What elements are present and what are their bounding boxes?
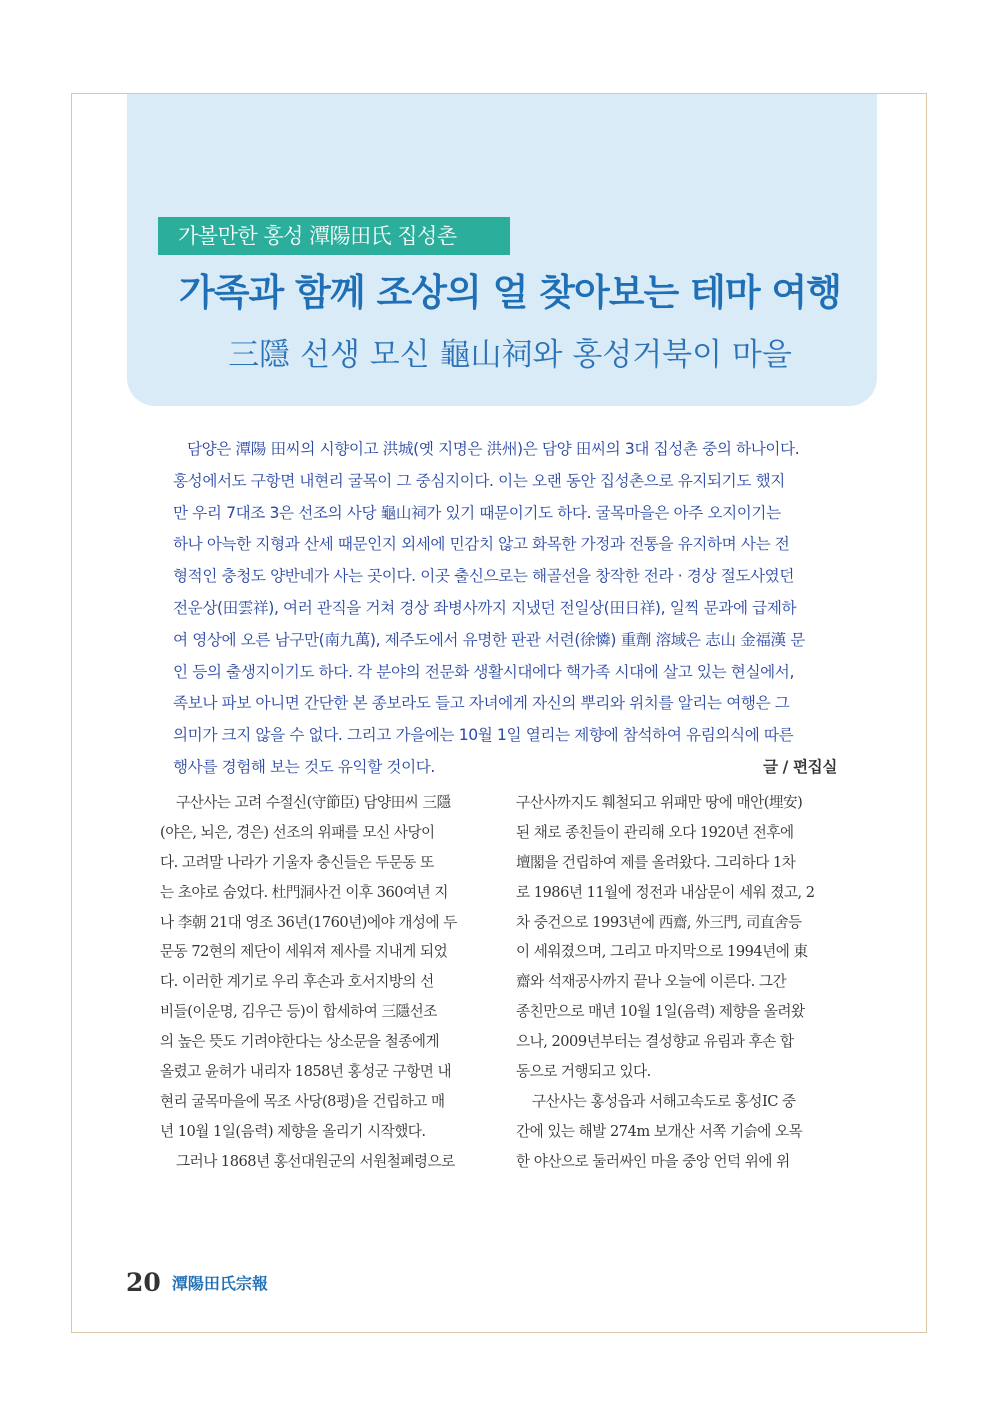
body-line: 으나, 2009년부터는 결성향교 유림과 후손 합 — [516, 1033, 794, 1051]
body-line: 차 중건으로 1993년에 西齋, 外三門, 司直舍등 — [516, 913, 802, 931]
body-line: 간에 있는 해발 274m 보개산 서쪽 기슭에 오목 — [516, 1122, 803, 1140]
body-line: 올렸고 윤허가 내리자 1858년 홍성군 구항면 내 — [160, 1063, 452, 1081]
intro-line: 전운상(田雲祥), 여러 관직을 거쳐 경상 좌병사까지 지냈던 전일상(田日祥), 일찍 문과에 급제하 — [173, 598, 797, 617]
intro-line: 담양은 潭陽 田씨의 시향이고 洪城(옛 지명은 洪州)은 담양 田씨의 3대 집성촌 중의 하나이다. — [187, 440, 800, 458]
body-line: 이 세워졌으며, 그리고 마지막으로 1994년에 東 — [516, 943, 808, 961]
body-line: 된 채로 종친들이 관리해 오다 1920년 전후에 — [516, 823, 794, 841]
body-line: 壇閣을 건립하여 제를 올려왔다. 그리하다 1차 — [516, 853, 796, 871]
body-line: 한 야산으로 둘러싸인 마을 중앙 언덕 위에 위 — [516, 1152, 790, 1170]
body-line: 비들(이운명, 김우근 등)이 합세하여 三隱선조 — [160, 1003, 437, 1021]
body-line: 현리 굴목마을에 목조 사당(8평)을 건립하고 매 — [160, 1092, 445, 1110]
intro-line: 하나 아늑한 지형과 산세 때문인지 외세에 민감치 않고 화목한 가정과 전통을 유지하며 사는 전 — [173, 535, 790, 554]
author-credit: 글 / 편집실 — [762, 757, 837, 776]
article-subtitle: 三隱 선생 모신 龜山祠와 홍성거북이 마을 — [228, 337, 792, 373]
body-line: 나 李朝 21대 영조 36년(1760년)에야 개성에 두 — [160, 913, 457, 931]
body-column-left — [160, 788, 485, 1177]
body-line: (야은, 뇌은, 경은) 선조의 위패를 모신 사당이 — [160, 823, 435, 841]
intro-line: 만 우리 7대조 3은 선조의 사당 龜山祠가 있기 때문이기도 하다. 굴목마을은 아주 오지이기는 — [173, 503, 781, 522]
intro-line: 홍성에서도 구항면 내현리 굴목이 그 중심지이다. 이는 오랜 동안 집성촌으로 유지되기도 했지 — [173, 471, 785, 490]
section-kicker: 가볼만한 홍성 潭陽田氏 집성촌 — [158, 217, 510, 255]
body-line: 년 10월 1일(음력) 제향을 올리기 시작했다. — [160, 1122, 426, 1140]
body-column-right — [516, 788, 841, 1177]
body-line: 구산사는 홍성읍과 서해고속도로 홍성IC 중 — [532, 1092, 796, 1110]
body-line: 로 1986년 11월에 정전과 내삼문이 세워 졌고, 2 — [516, 883, 815, 901]
intro-last-row — [173, 752, 837, 784]
body-line: 문동 72현의 제단이 세워져 제사를 지내게 되었 — [160, 943, 448, 961]
body-line: 그러나 1868년 홍선대원군의 서원철폐령으로 — [176, 1152, 455, 1170]
intro-paragraph — [173, 434, 837, 784]
body-line: 다. 고려말 나라가 기울자 충신들은 두문동 또 — [160, 853, 434, 871]
body-line: 다. 이러한 계기로 우리 후손과 호서지방의 선 — [160, 973, 434, 991]
intro-line: 형적인 충청도 양반네가 사는 곳이다. 이곳 출신으로는 해골선을 창작한 전라 · 경상 절도사였던 — [173, 567, 795, 586]
article-title: 가족과 함께 조상의 얼 찾아보는 테마 여행 — [179, 271, 841, 314]
intro-line: 인 등의 출생지이기도 하다. 각 분야의 전문화 생활시대에다 핵가족 시대에 살고 있는 현실에서, — [173, 662, 795, 681]
publication-name: 潭陽田氏宗報 — [171, 1274, 268, 1293]
intro-line: 여 영상에 오른 남구만(南九萬), 제주도에서 유명한 판관 서련(徐憐) 重劑 溶域은 志山 金福漢 문 — [173, 630, 805, 649]
intro-line: 행사를 경험해 보는 것도 유익할 것이다. — [173, 757, 435, 776]
body-line: 구산사까지도 훼철되고 위패만 땅에 매안(埋安) — [516, 794, 803, 811]
intro-line: 족보나 파보 아니면 간단한 본 종보라도 들고 자녀에게 자신의 뿌리와 위치를 알리는 여행은 그 — [173, 694, 790, 713]
page-footer — [126, 1268, 268, 1304]
page-number: 20 — [126, 1268, 161, 1297]
body-line: 구산사는 고려 수절신(守節臣) 담양田씨 三隱 — [176, 794, 451, 811]
body-line: 齋와 석재공사까지 끝나 오늘에 이른다. 그간 — [516, 973, 787, 991]
body-line: 동으로 거행되고 있다. — [516, 1063, 651, 1081]
body-line: 종친만으로 매년 10월 1일(음력) 제향을 올려왔 — [516, 1003, 805, 1021]
body-line: 의 높은 뜻도 기려야한다는 상소문을 철종에게 — [160, 1033, 440, 1051]
body-line: 는 초야로 숨었다. 杜門洞사건 이후 360여년 지 — [160, 883, 448, 901]
intro-line: 의미가 크지 않을 수 없다. 그리고 가을에는 10월 1일 열리는 제향에 참석하여 유림의식에 따른 — [173, 726, 794, 745]
